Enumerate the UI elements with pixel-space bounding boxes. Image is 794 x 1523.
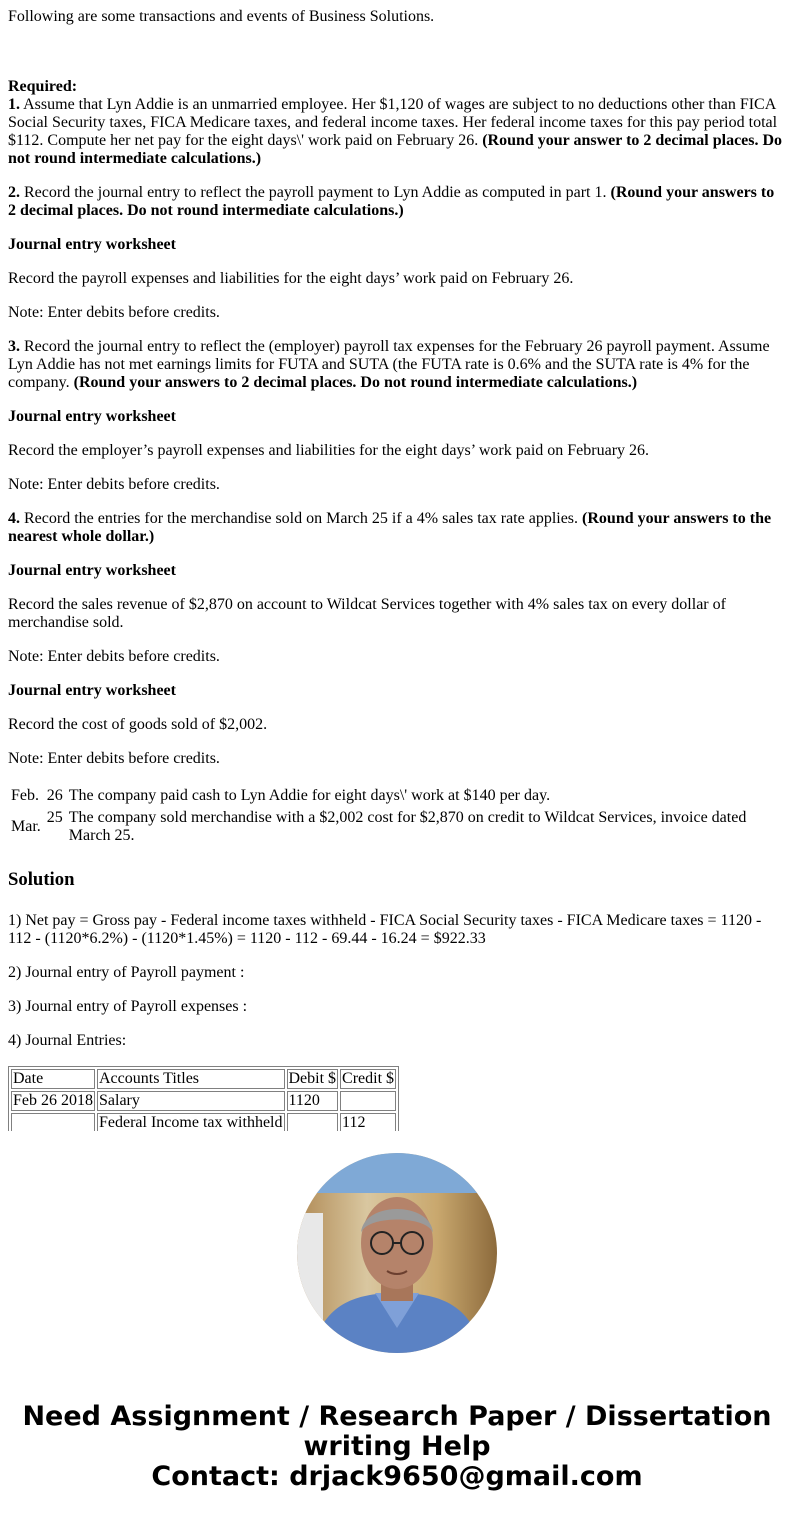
document-body <box>8 8 786 1131</box>
event-day: 26 <box>46 787 63 804</box>
q4-rounding-note: (Round your answers to the nearest whole dollar.) <box>8 510 772 545</box>
q2-text: Record the journal entry to reflect the payroll payment to Lyn Addie as computed in part 1. <box>20 184 611 201</box>
event-description: The company paid cash to Lyn Addie for eight days\' work at $140 per day. <box>68 787 551 804</box>
event-month: Feb. <box>11 787 39 804</box>
q4-worksheet-label-2: Journal entry worksheet <box>8 682 176 699</box>
event-row <box>10 808 784 846</box>
cell-credit: 112 <box>340 1113 396 1131</box>
event-day: 25 <box>46 809 63 826</box>
table-row <box>11 1091 396 1111</box>
q3-rounding-note: (Round your answers to 2 decimal places. Do not round intermediate calculations.) <box>73 374 638 391</box>
q2-number: 2. <box>8 184 20 201</box>
required-label: Required: <box>8 78 78 95</box>
solution-2: 2) Journal entry of Payroll payment : <box>8 964 245 981</box>
q3-worksheet-label: Journal entry worksheet <box>8 408 176 425</box>
q1-number: 1. <box>8 96 20 113</box>
header-credit: Credit $ <box>342 1070 395 1087</box>
table-row <box>11 1113 396 1131</box>
cell-account: Federal Income tax withheld <box>99 1114 283 1131</box>
promo-line-1: Need Assignment / Research Paper / Dissertation <box>22 1401 772 1432</box>
cell-debit: 1120 <box>287 1091 339 1111</box>
cell-date: Feb 26 2018 <box>13 1092 93 1109</box>
solution-4: 4) Journal Entries: <box>8 1032 127 1049</box>
solution-heading: Solution <box>8 869 75 890</box>
event-row <box>10 786 784 806</box>
question-3 <box>8 338 786 392</box>
q2-rounding-note: (Round your answers to 2 decimal places. Do not round intermediate calculations.) <box>8 184 775 219</box>
question-4 <box>8 510 786 546</box>
header-accounts-titles: Accounts Titles <box>97 1069 285 1089</box>
author-photo <box>297 1153 497 1353</box>
event-description: The company sold merchandise with a $2,002 cost for $2,870 on credit to Wildcat Services, invoice dated March 25. <box>68 809 747 844</box>
q3-instruction: Record the employer’s payroll expenses and liabilities for the eight days’ work paid on February 26. <box>8 442 650 459</box>
table-header-row <box>11 1069 396 1089</box>
q1-text: Assume that Lyn Addie is an unmarried employee. Her $1,120 of wages are subject to no deductions other than FICA Social Security taxes, FICA Medicare taxes, and federal income taxes. Her federal income taxes for this pay period total $112. Compute her net pay for the eight days\' work paid on February 26. <box>8 96 778 149</box>
events-table <box>8 784 786 848</box>
q2-note: Note: Enter debits before credits. <box>8 304 220 321</box>
event-month: Mar. <box>11 818 41 835</box>
q4-note-2: Note: Enter debits before credits. <box>8 750 220 767</box>
question-2 <box>8 184 786 220</box>
q3-text: Record the journal entry to reflect the (employer) payroll tax expenses for the February 26 payroll payment. Assume Lyn Addie has not met earnings limits for FUTA and SUTA (the FUTA rate is 0.6% and the SUTA rate is 4% for the company. <box>8 338 770 391</box>
solution-3: 3) Journal entry of Payroll expenses : <box>8 998 248 1015</box>
cell-debit <box>287 1113 339 1131</box>
journal-table-container <box>8 1066 786 1131</box>
intro-text: Following are some transactions and events of Business Solutions. <box>8 8 435 25</box>
q3-number: 3. <box>8 338 20 355</box>
q1-rounding-note: (Round your answer to 2 decimal places. Do not round intermediate calculations.) <box>8 132 783 167</box>
q4-text: Record the entries for the merchandise sold on March 25 if a 4% sales tax rate applies. <box>20 510 583 527</box>
q4-note-1: Note: Enter debits before credits. <box>8 648 220 665</box>
solution-1: 1) Net pay = Gross pay - Federal income taxes withheld - FICA Social Security taxes - FICA Medicare taxes = 1120 - 112 - (1120*6.2%) - (1120*1.45%) = 1120 - 112 - 69.44 - 16.24 = $922.33 <box>8 912 762 947</box>
author-portrait-icon <box>297 1153 497 1353</box>
cell-account: Salary <box>97 1091 285 1111</box>
header-date: Date <box>11 1069 95 1089</box>
promo-line-2: writing Help <box>303 1431 491 1462</box>
q4-instruction-1: Record the sales revenue of $2,870 on account to Wildcat Services together with 4% sales tax on every dollar of merchandise sold. <box>8 596 726 631</box>
q3-note: Note: Enter debits before credits. <box>8 476 220 493</box>
journal-table <box>8 1066 399 1131</box>
q4-instruction-2: Record the cost of goods sold of $2,002. <box>8 716 268 733</box>
question-1 <box>8 78 786 168</box>
q2-instruction: Record the payroll expenses and liabilities for the eight days’ work paid on February 26. <box>8 270 574 287</box>
promo-banner <box>0 1402 794 1492</box>
q4-number: 4. <box>8 510 20 527</box>
q4-worksheet-label-1: Journal entry worksheet <box>8 562 176 579</box>
cell-credit <box>340 1091 396 1111</box>
q2-worksheet-label: Journal entry worksheet <box>8 236 176 253</box>
promo-contact: Contact: drjack9650@gmail.com <box>151 1461 643 1492</box>
header-debit: Debit $ <box>288 1070 337 1087</box>
cell-date <box>11 1113 95 1131</box>
